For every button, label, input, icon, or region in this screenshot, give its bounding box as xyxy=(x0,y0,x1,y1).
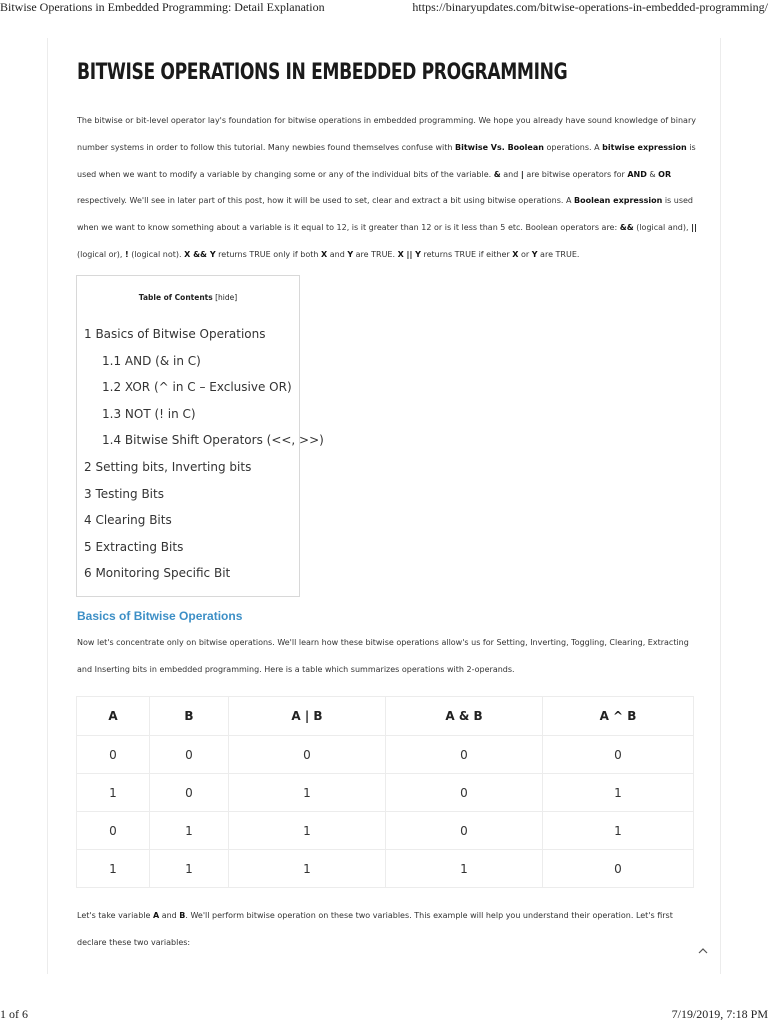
print-page-title: Bitwise Operations in Embedded Programming: Detail Explanation xyxy=(0,0,325,14)
intro-bold: & xyxy=(493,169,501,179)
intro-text: & xyxy=(646,169,659,179)
scroll-to-top-button[interactable] xyxy=(696,943,710,957)
intro-bold: Bitwise Vs. Boolean xyxy=(455,142,544,152)
toc-list xyxy=(84,321,324,587)
table-row xyxy=(77,736,694,774)
table-cell: 1 xyxy=(150,850,229,888)
toc-link-basics[interactable]: 1 Basics of Bitwise Operations xyxy=(84,327,266,341)
intro-text: are TRUE. xyxy=(353,249,398,259)
table-cell: 1 xyxy=(229,774,386,812)
table-cell: 1 xyxy=(229,812,386,850)
toc-link-monitoring-bit[interactable]: 6 Monitoring Specific Bit xyxy=(84,566,231,581)
para-bold: A xyxy=(152,911,160,920)
body-paragraph: Now let's concentrate only on bitwise operations. We'll learn how these bitwise operations allow's us for Setting, Inverting, Toggling, Clearing, Extracting and Inserting bits in embedded programming. Here is a table which summarizes operations with 2-operands. xyxy=(77,638,689,674)
intro-bold: X xyxy=(512,249,519,259)
table-cell: 0 xyxy=(386,812,543,850)
para-text: and xyxy=(159,911,180,920)
intro-text: is used when we want to know something about a variable is it equal to 12, is it greater than 12 or is it less than 5 etc. Boolean operators are: xyxy=(77,196,693,233)
table-cell: 1 xyxy=(77,850,150,888)
intro-text: (logical not). xyxy=(128,249,185,259)
intro-text: are bitwise operators for xyxy=(523,169,628,179)
intro-bold: && xyxy=(619,223,634,233)
intro-bold: | xyxy=(520,169,524,179)
intro-text: returns TRUE if either xyxy=(420,249,513,259)
toc-link-clearing-bits[interactable]: 4 Clearing Bits xyxy=(84,513,172,528)
table-header-cell: B xyxy=(150,697,229,736)
chevron-up-icon xyxy=(698,947,708,954)
intro-bold: X || Y xyxy=(397,249,421,259)
table-header-cell: A ^ B xyxy=(543,697,694,736)
intro-text: returns TRUE only if both xyxy=(215,249,321,259)
table-of-contents xyxy=(76,275,324,597)
table-cell: 1 xyxy=(77,774,150,812)
intro-bold: Boolean expression xyxy=(574,196,663,206)
article-card xyxy=(47,38,721,974)
intro-text: and xyxy=(500,169,521,179)
intro-text: are TRUE. xyxy=(537,249,580,259)
table-header-row xyxy=(77,697,694,736)
table-row xyxy=(77,774,694,812)
body-paragraph xyxy=(77,903,697,957)
print-page-number: 1 of 6 xyxy=(0,1007,28,1021)
toc-heading: Table of Contents xyxy=(138,293,213,302)
intro-paragraph xyxy=(77,108,697,269)
table-cell: 0 xyxy=(543,850,694,888)
table-header-cell: A & B xyxy=(386,697,543,736)
intro-bold: AND xyxy=(627,169,647,179)
table-header-cell: A xyxy=(77,697,150,736)
intro-bold: OR xyxy=(658,169,672,179)
table-cell: 0 xyxy=(150,736,229,774)
para-text: . We'll perform bitwise operation on these two variables. This example will help you understand their operation. Let's first declare these two variables: xyxy=(77,911,673,947)
intro-text: (logical or), xyxy=(77,249,125,259)
intro-bold: Y xyxy=(347,249,354,259)
table-header-cell: A | B xyxy=(229,697,386,736)
intro-text: operations. A xyxy=(543,142,603,152)
print-page-url: https://binaryupdates.com/bitwise-operations-in-embedded-programming/ xyxy=(412,0,768,14)
intro-text: or xyxy=(518,249,532,259)
intro-text: The bitwise or bit-level operator lay's foundation for bitwise operations in embedded programming. We hope you already have sound knowledge of binary number systems in order to follow this tutorial. Many newbies found themselves confuse with xyxy=(77,116,696,152)
toc-header xyxy=(77,293,299,302)
intro-text: is used when we want to modify a variable by changing some or any of the individual bits of the variable. xyxy=(77,142,696,179)
table-cell: 1 xyxy=(229,850,386,888)
intro-bold: X && Y xyxy=(184,249,216,259)
table-row xyxy=(77,812,694,850)
intro-text: (logical and), xyxy=(633,223,692,233)
print-datetime: 7/19/2019, 7:18 PM xyxy=(671,1007,768,1021)
print-header xyxy=(0,0,768,18)
toc-link-xor[interactable]: 1.2 XOR (^ in C – Exclusive OR) xyxy=(102,380,292,395)
truth-table xyxy=(76,696,694,888)
toc-link-testing-bits[interactable]: 3 Testing Bits xyxy=(84,486,164,501)
intro-bold: || xyxy=(691,223,697,233)
intro-bold: Y xyxy=(531,249,538,259)
toc-link-extracting-bits[interactable]: 5 Extracting Bits xyxy=(84,539,184,554)
intro-bold: bitwise expression xyxy=(602,142,687,152)
table-cell: 1 xyxy=(150,812,229,850)
intro-bold: ! xyxy=(125,249,129,259)
table-cell: 0 xyxy=(386,774,543,812)
para-text: Let's take variable xyxy=(77,911,153,920)
table-cell: 1 xyxy=(543,774,694,812)
table-cell: 0 xyxy=(150,774,229,812)
intro-bold: X xyxy=(321,249,328,259)
toc-link-not[interactable]: 1.3 NOT (! in C) xyxy=(102,406,196,421)
table-cell: 1 xyxy=(543,812,694,850)
intro-text: respectively. We'll see in later part of this post, how it will be used to set, clear and extract a bit using bitwise operations. A xyxy=(77,196,574,206)
table-cell: 0 xyxy=(229,736,386,774)
table-cell: 1 xyxy=(386,850,543,888)
toc-hide-link[interactable]: [hide] xyxy=(215,293,238,302)
toc-link-setting-bits[interactable]: 2 Setting bits, Inverting bits xyxy=(84,459,252,474)
toc-link-and[interactable]: 1.1 AND (& in C) xyxy=(102,353,201,368)
section-heading: Basics of Bitwise Operations xyxy=(77,609,243,623)
table-cell: 0 xyxy=(77,736,150,774)
table-cell: 0 xyxy=(77,812,150,850)
table-row xyxy=(77,850,694,888)
table-cell: 0 xyxy=(543,736,694,774)
para-bold: B xyxy=(179,911,186,920)
intro-text: and xyxy=(327,249,348,259)
print-footer xyxy=(0,1006,768,1024)
table-cell: 0 xyxy=(386,736,543,774)
article-title: BITWISE OPERATIONS IN EMBEDDED PROGRAMMING xyxy=(77,60,568,85)
toc-link-shift[interactable]: 1.4 Bitwise Shift Operators (<<, >>) xyxy=(102,433,324,448)
